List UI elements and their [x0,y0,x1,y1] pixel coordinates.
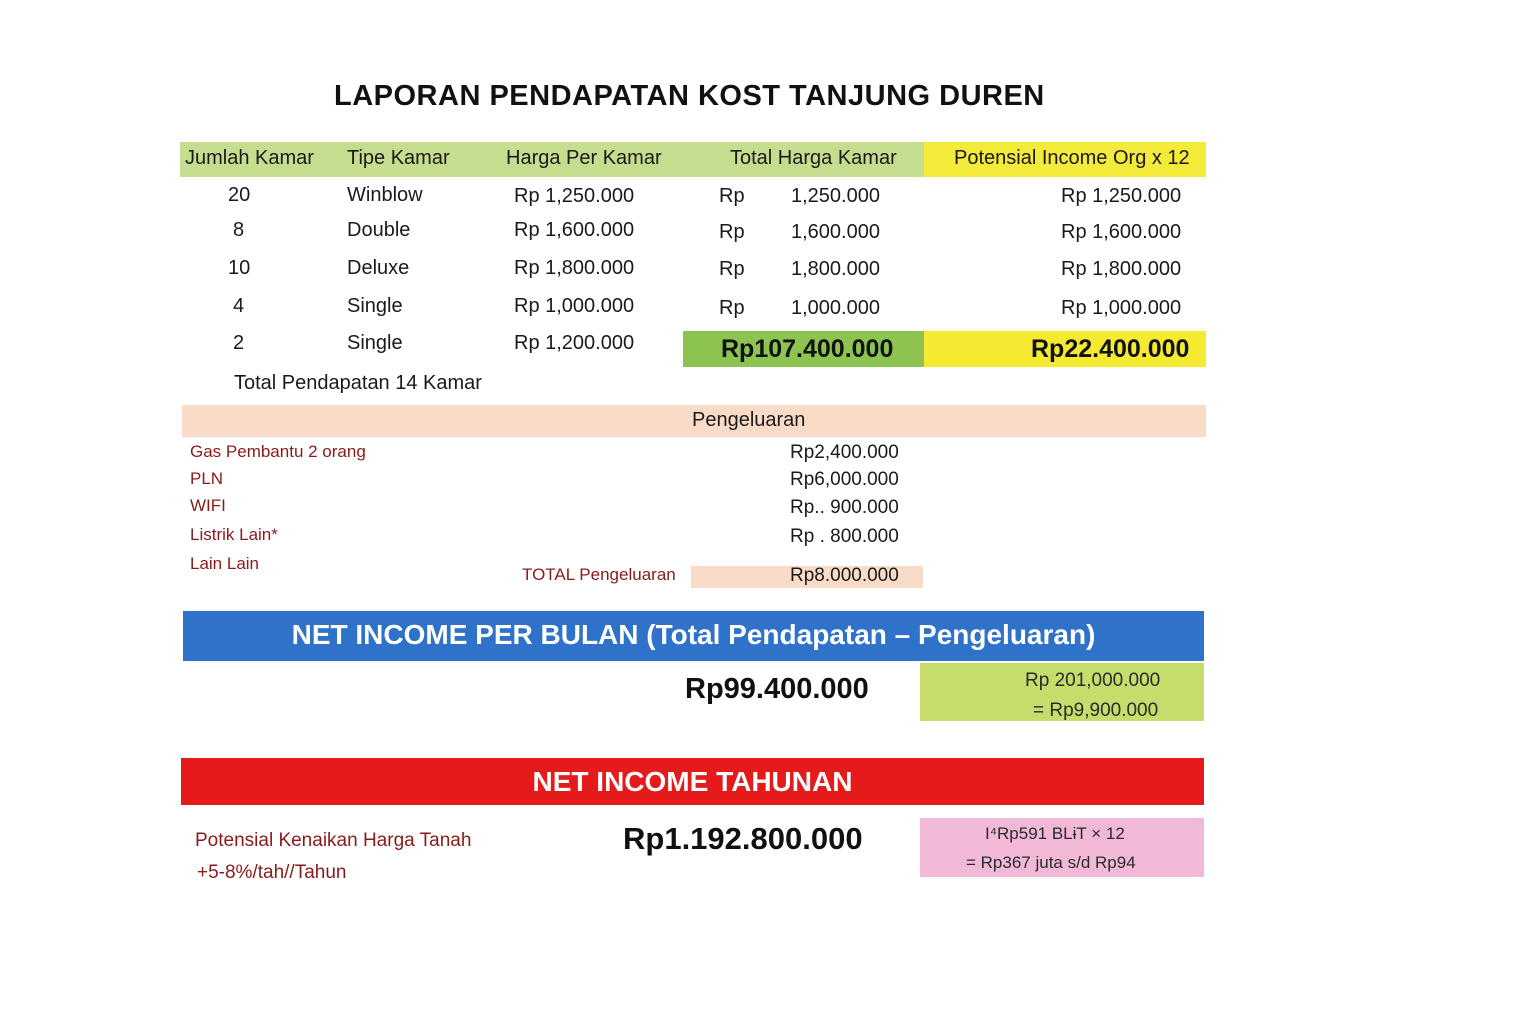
row-potensial: Rp 1,250.000 [1061,185,1182,207]
expense-label: PLN [190,469,224,488]
header-total-harga-kamar: Total Harga Kamar [730,147,897,169]
row-tipe: Single [347,295,403,317]
header-jumlah-kamar: Jumlah Kamar [185,147,314,169]
potensial-note-line1: Potensial Kenaikan Harga Tanah [195,830,472,851]
expense-label: Listrik Lain* [190,525,278,544]
net-bulan-box-line2: = Rp9,900.000 [1033,700,1159,721]
row-total-currency: Rp [719,221,745,243]
row-tipe: Single [347,332,403,354]
row-harga: Rp 1,600.000 [514,219,635,241]
row-total-currency: Rp [719,297,745,319]
expense-value: Rp6,000.000 [790,469,899,490]
row-harga: Rp 1,000.000 [514,295,635,317]
header-potensial-income: Potensial Income Org x 12 [954,147,1190,169]
net-bulan-banner-text: NET INCOME PER BULAN (Total Pendapatan – Pengeluaran) [291,619,1096,650]
expense-label: Lain Lain [190,554,260,573]
header-harga-per-kamar: Harga Per Kamar [506,147,662,169]
row-tipe: Deluxe [347,257,410,279]
pengeluaran-title: Pengeluaran [692,409,806,431]
total-pendapatan-label: Total Pendapatan 14 Kamar [234,372,482,394]
row-tipe: Double [347,219,411,241]
row-harga: Rp 1,800.000 [514,257,635,279]
expense-label: WIFI [190,496,226,515]
net-tahun-value: Rp1.192.800.000 [623,821,863,856]
row-total: 1,000.000 [791,297,880,319]
row-jumlah: 10 [228,257,251,279]
row-jumlah: 2 [233,332,245,354]
expense-label: Gas Pembantu 2 orang [190,442,366,461]
net-bulan-box-line1: Rp 201,000.000 [1025,670,1161,691]
row-jumlah: 8 [233,219,245,241]
row-potensial: Rp 1,600.000 [1061,221,1182,243]
row-potensial: Rp 1,800.000 [1061,258,1182,280]
net-bulan-value: Rp99.400.000 [685,673,869,705]
net-tahun-banner-text: NET INCOME TAHUNAN [532,766,853,797]
total-pengeluaran-value: Rp8.000.000 [790,565,899,586]
row-jumlah: 4 [233,295,245,317]
page-title: LAPORAN PENDAPATAN KOST TANJUNG DUREN [334,80,1045,112]
row-harga: Rp 1,250.000 [514,185,635,207]
row-potensial: Rp 1,000.000 [1061,297,1182,319]
potensial-note-line2: +5-8%/tah//Tahun [197,862,347,883]
total-pengeluaran-label: TOTAL Pengeluaran [522,565,676,584]
expense-value: Rp2,400.000 [790,442,899,463]
row-jumlah: 20 [228,184,251,206]
row-total: 1,800.000 [791,258,880,280]
total-harga-kamar-value: Rp107.400.000 [721,335,894,363]
row-total: 1,250.000 [791,185,880,207]
expense-value: Rp.. 900.000 [790,497,899,518]
row-tipe: Winblow [347,184,423,206]
row-total-currency: Rp [719,258,745,280]
net-tahun-box-line2: = Rp367 juta s/d Rp94 [966,853,1136,872]
row-total: 1,600.000 [791,221,880,243]
row-harga: Rp 1,200.000 [514,332,635,354]
net-tahun-box-line1: I⁴Rp591 BLɨT × 12 [985,824,1125,843]
total-potensial-value: Rp22.400.000 [1031,335,1190,363]
expense-value: Rp . 800.000 [790,526,899,547]
row-total-currency: Rp [719,185,745,207]
header-tipe-kamar: Tipe Kamar [347,147,450,169]
